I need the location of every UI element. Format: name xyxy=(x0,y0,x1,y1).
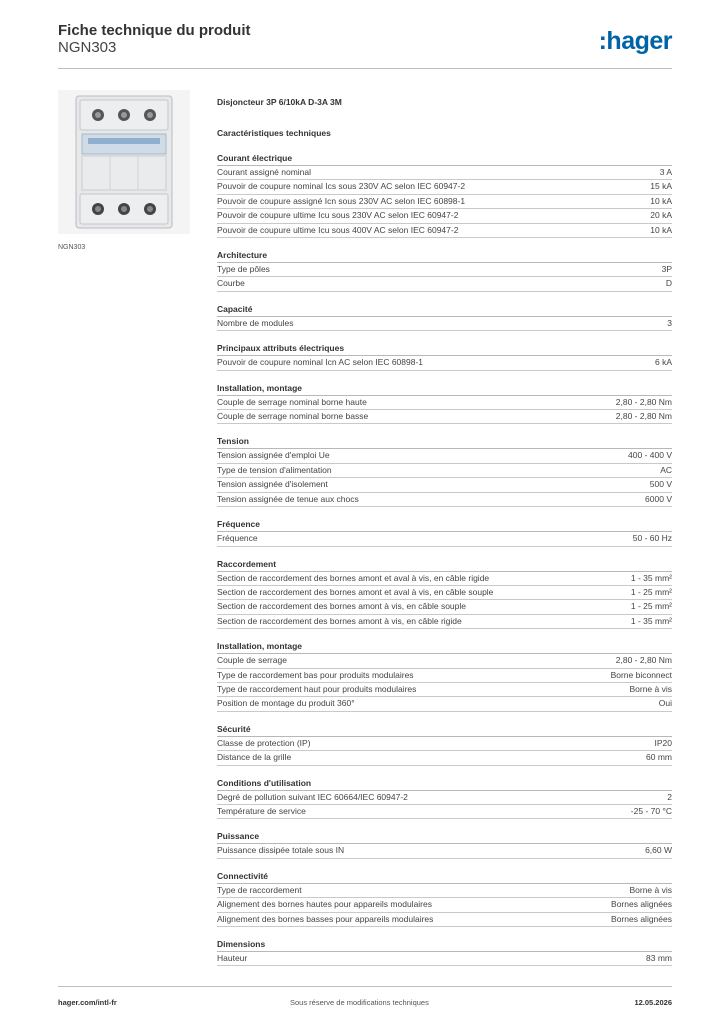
section-title: Sécurité xyxy=(217,723,672,737)
spec-row xyxy=(217,166,672,180)
spec-label: Position de montage du produit 360° xyxy=(217,698,355,709)
spec-value: 2 xyxy=(667,791,672,802)
spec-row xyxy=(217,209,672,223)
spec-row xyxy=(217,396,672,410)
spec-label: Section de raccordement des bornes amont à vis, en câble rigide xyxy=(217,615,462,626)
spec-row xyxy=(217,669,672,683)
spec-row xyxy=(217,572,672,586)
spec-section xyxy=(217,303,672,331)
spec-value: 6,60 W xyxy=(645,845,672,856)
spec-section xyxy=(217,435,672,507)
footer-date: 12.05.2026 xyxy=(634,998,672,1007)
spec-label: Distance de la grille xyxy=(217,752,292,763)
spec-value: AC xyxy=(660,464,672,475)
spec-section xyxy=(217,382,672,425)
spec-label: Pouvoir de coupure assigné Icn sous 230V AC selon IEC 60898-1 xyxy=(217,195,466,206)
section-title: Dimensions xyxy=(217,938,672,952)
spec-label: Alignement des bornes hautes pour appareils modulaires xyxy=(217,899,432,910)
page-title: Fiche technique du produit xyxy=(58,22,251,39)
spec-label: Puissance dissipée totale sous IN xyxy=(217,845,345,856)
spec-row xyxy=(217,654,672,668)
spec-row xyxy=(217,532,672,546)
spec-section xyxy=(217,938,672,966)
spec-section xyxy=(217,830,672,858)
spec-value: Bornes alignées xyxy=(611,899,672,910)
spec-section xyxy=(217,870,672,927)
spec-label: Pouvoir de coupure ultime Icu sous 400V AC selon IEC 60947-2 xyxy=(217,224,459,235)
spec-row xyxy=(217,317,672,331)
product-image-caption: NGN303 xyxy=(58,244,86,251)
spec-value: 3P xyxy=(661,264,672,275)
spec-value: Bornes alignées xyxy=(611,913,672,924)
section-title: Installation, montage xyxy=(217,382,672,396)
spec-row xyxy=(217,615,672,629)
section-title: Conditions d'utilisation xyxy=(217,777,672,791)
spec-label: Fréquence xyxy=(217,533,258,544)
spec-value: IP20 xyxy=(654,737,672,748)
spec-value: Oui xyxy=(658,698,672,709)
product-reference: NGN303 xyxy=(58,39,117,56)
spec-value: 3 A xyxy=(659,167,672,177)
spec-label: Courbe xyxy=(217,278,245,289)
section-title: Fréquence xyxy=(217,518,672,532)
spec-row xyxy=(217,751,672,765)
spec-label: Température de service xyxy=(217,805,306,816)
spec-row xyxy=(217,277,672,291)
spec-section xyxy=(217,558,672,630)
spec-label: Pouvoir de coupure ultime Icu sous 230V AC selon IEC 60947-2 xyxy=(217,210,459,221)
spec-row xyxy=(217,844,672,858)
spec-section xyxy=(217,723,672,766)
spec-row xyxy=(217,586,672,600)
spec-value: 1 - 25 mm² xyxy=(630,601,672,612)
spec-content xyxy=(217,96,672,977)
spec-sections xyxy=(217,152,672,966)
spec-label: Type de tension d'alimentation xyxy=(217,464,332,475)
spec-label: Couple de serrage nominal borne basse xyxy=(217,411,369,422)
product-image xyxy=(58,90,190,234)
spec-label: Classe de protection (IP) xyxy=(217,737,311,748)
section-title: Courant électrique xyxy=(217,152,672,166)
spec-value: Borne à vis xyxy=(629,884,672,895)
section-title: Architecture xyxy=(217,249,672,263)
spec-label: Type de raccordement haut pour produits modulaires xyxy=(217,683,417,694)
spec-value: 20 kA xyxy=(650,210,672,221)
spec-row xyxy=(217,884,672,898)
spec-value: 6 kA xyxy=(654,357,672,368)
spec-section xyxy=(217,152,672,238)
spec-label: Hauteur xyxy=(217,953,248,963)
spec-section xyxy=(217,342,672,370)
section-title: Principaux attributs électriques xyxy=(217,342,672,356)
spec-value: Borne à vis xyxy=(629,683,672,694)
spec-label: Degré de pollution suivant IEC 60664/IEC 60947-2 xyxy=(217,791,408,802)
spec-row xyxy=(217,697,672,711)
spec-row xyxy=(217,449,672,463)
section-title: Puissance xyxy=(217,830,672,844)
spec-label: Section de raccordement des bornes amont à vis, en câble souple xyxy=(217,601,467,612)
spec-label: Tension assignée de tenue aux chocs xyxy=(217,493,359,504)
spec-label: Couple de serrage nominal borne haute xyxy=(217,396,367,407)
spec-label: Couple de serrage xyxy=(217,655,287,666)
spec-value: 83 mm xyxy=(646,953,672,963)
spec-value: 10 kA xyxy=(650,195,672,206)
spec-row xyxy=(217,791,672,805)
section-title: Raccordement xyxy=(217,558,672,572)
spec-row xyxy=(217,493,672,507)
section-title: Tension xyxy=(217,435,672,449)
spec-row xyxy=(217,805,672,819)
spec-row xyxy=(217,356,672,370)
spec-row xyxy=(217,263,672,277)
spec-label: Alignement des bornes basses pour appareils modulaires xyxy=(217,913,434,924)
spec-row xyxy=(217,195,672,209)
spec-value: 2,80 - 2,80 Nm xyxy=(615,396,672,407)
spec-value: 1 - 35 mm² xyxy=(630,615,672,626)
spec-section xyxy=(217,640,672,712)
spec-row xyxy=(217,952,672,966)
spec-value: 1 - 35 mm² xyxy=(630,572,672,583)
page-header xyxy=(58,22,251,57)
spec-row xyxy=(217,913,672,927)
footer-disclaimer: Sous réserve de modifications techniques xyxy=(290,998,429,1007)
header-divider xyxy=(58,68,672,69)
spec-row xyxy=(217,898,672,912)
section-title: Installation, montage xyxy=(217,640,672,654)
spec-label: Type de raccordement xyxy=(217,884,302,895)
spec-label: Pouvoir de coupure nominal Ics sous 230V AC selon IEC 60947-2 xyxy=(217,181,466,192)
spec-label: Type de pôles xyxy=(217,264,270,275)
spec-value: 15 kA xyxy=(650,181,672,192)
product-name: Disjoncteur 3P 6/10kA D-3A 3M xyxy=(217,97,342,107)
spec-section xyxy=(217,518,672,546)
spec-row xyxy=(217,737,672,751)
spec-row xyxy=(217,683,672,697)
spec-value: D xyxy=(665,278,672,289)
spec-label: Pouvoir de coupure nominal Icn AC selon IEC 60898-1 xyxy=(217,357,424,368)
spec-row xyxy=(217,224,672,238)
spec-value: 2,80 - 2,80 Nm xyxy=(615,411,672,422)
hager-logo: :hager xyxy=(598,27,672,55)
spec-value: Borne biconnect xyxy=(610,669,672,680)
specs-heading: Caractéristiques techniques xyxy=(217,128,331,138)
section-title: Connectivité xyxy=(217,870,672,884)
spec-value: 1 - 25 mm² xyxy=(630,586,672,597)
spec-row xyxy=(217,410,672,424)
spec-value: 400 - 400 V xyxy=(628,450,672,461)
spec-label: Tension assignée d'emploi Ue xyxy=(217,450,330,461)
spec-value: 50 - 60 Hz xyxy=(632,533,672,544)
spec-section xyxy=(217,777,672,820)
spec-value: 10 kA xyxy=(650,224,672,235)
spec-row xyxy=(217,478,672,492)
footer-divider xyxy=(58,986,672,987)
spec-value: 2,80 - 2,80 Nm xyxy=(615,655,672,666)
spec-value: -25 - 70 °C xyxy=(630,805,672,816)
spec-label: Section de raccordement des bornes amont et aval à vis, en câble rigide xyxy=(217,572,490,583)
spec-value: 6000 V xyxy=(645,493,672,504)
spec-value: 3 xyxy=(667,317,672,328)
spec-row xyxy=(217,600,672,614)
spec-section xyxy=(217,249,672,292)
spec-label: Courant assigné nominal xyxy=(217,167,312,177)
spec-label: Type de raccordement bas pour produits modulaires xyxy=(217,669,414,680)
spec-value: 500 V xyxy=(649,479,672,490)
section-title: Capacité xyxy=(217,303,672,317)
spec-label: Section de raccordement des bornes amont et aval à vis, en câble souple xyxy=(217,586,494,597)
spec-label: Nombre de modules xyxy=(217,317,294,328)
footer-website-link[interactable]: hager.com/intl-fr xyxy=(58,998,117,1007)
spec-label: Tension assignée d'isolement xyxy=(217,479,328,490)
spec-value: 60 mm xyxy=(646,752,672,763)
spec-row xyxy=(217,464,672,478)
spec-row xyxy=(217,180,672,194)
